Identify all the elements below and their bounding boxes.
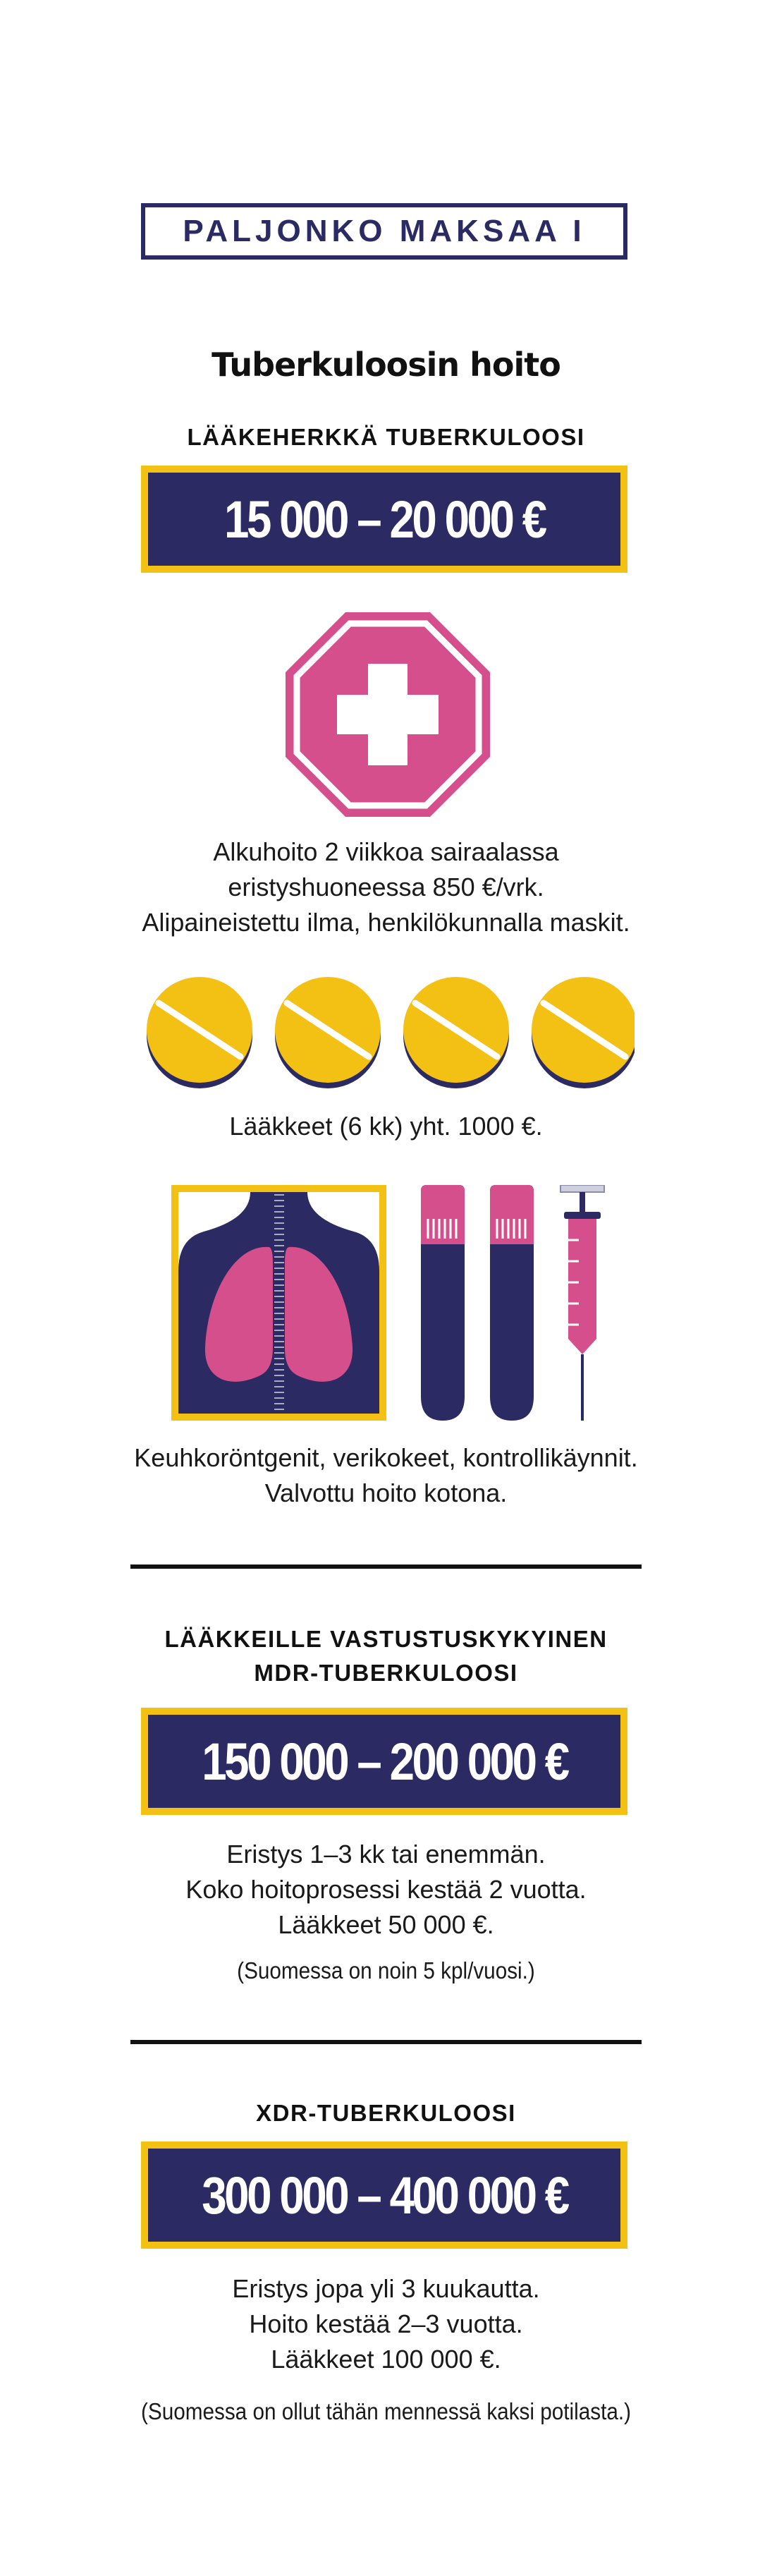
header-box (141, 203, 627, 260)
section3-price: 300 000 – 400 000 € (201, 2165, 568, 2225)
section2-text-line: Eristys 1–3 kk tai enemmän. (226, 1840, 546, 1869)
section1-medicine-text: Lääkkeet (6 kk) yht. 1000 €. (229, 1112, 543, 1141)
section2-note: (Suomessa on noin 5 kpl/vuosi.) (237, 1957, 535, 1983)
tests-text-line: Keuhkoröntgenit, verikokeet, kontrollikäynnit. (134, 1443, 638, 1472)
pill-icon (275, 977, 381, 1088)
section1-label: LÄÄKEHERKKÄ TUBERKULOOSI (187, 424, 585, 450)
divider (130, 1565, 642, 1569)
pill-icon (532, 977, 635, 1088)
section2-price: 150 000 – 200 000 € (201, 1732, 568, 1791)
hospital-text-line: Alkuhoito 2 viikkoa sairaalassa (213, 837, 559, 866)
section3-text-line: Eristys jopa yli 3 kuukautta. (232, 2274, 540, 2303)
section2-label-line: MDR-TUBERKULOOSI (254, 1660, 518, 1686)
pill-icon (403, 977, 509, 1088)
syringe-icon (559, 1185, 608, 1421)
section2-text-line: Lääkkeet 50 000 €. (278, 1910, 494, 1939)
lung-xray-icon (171, 1185, 386, 1421)
section1-price-box (141, 466, 627, 573)
section3-price-box (141, 2141, 627, 2249)
hospital-text-line: eristyshuoneessa 850 €/vrk. (228, 873, 544, 901)
pill-icon (147, 977, 252, 1088)
section1-hospital-text (0, 834, 772, 940)
hospital-cross-octagon-icon (286, 612, 490, 817)
section1-price: 15 000 – 20 000 € (223, 490, 545, 549)
section2-price-box (141, 1708, 627, 1815)
header-title: PALJONKO MAKSAA I (183, 214, 586, 248)
section2-label-line: LÄÄKKEILLE VASTUSTUSKYKYINEN (164, 1626, 608, 1652)
pills-row (141, 970, 635, 1097)
section2-label (0, 1622, 772, 1690)
blood-tube-icon (418, 1185, 467, 1421)
section2-text-line: Koko hoitoprosessi kestää 2 vuotta. (185, 1875, 587, 1904)
divider (130, 2040, 642, 2044)
section3-text (0, 2271, 772, 2377)
section3-text-line: Hoito kestää 2–3 vuotta. (249, 2309, 523, 2338)
section3-label: XDR-TUBERKULOOSI (256, 2100, 516, 2126)
blood-tube-icon (487, 1185, 537, 1421)
section2-text (0, 1837, 772, 1943)
tests-text-line: Valvottu hoito kotona. (264, 1478, 508, 1507)
section3-note: (Suomessa on ollut tähän mennessä kaksi potilasta.) (140, 2398, 632, 2424)
hospital-text-line: Alipaineistettu ilma, henkilökunnalla maskit. (142, 908, 630, 937)
section1-tests-text (0, 1440, 772, 1511)
section3-text-line: Lääkkeet 100 000 €. (271, 2345, 501, 2374)
main-title: Tuberkuloosin hoito (212, 346, 560, 384)
